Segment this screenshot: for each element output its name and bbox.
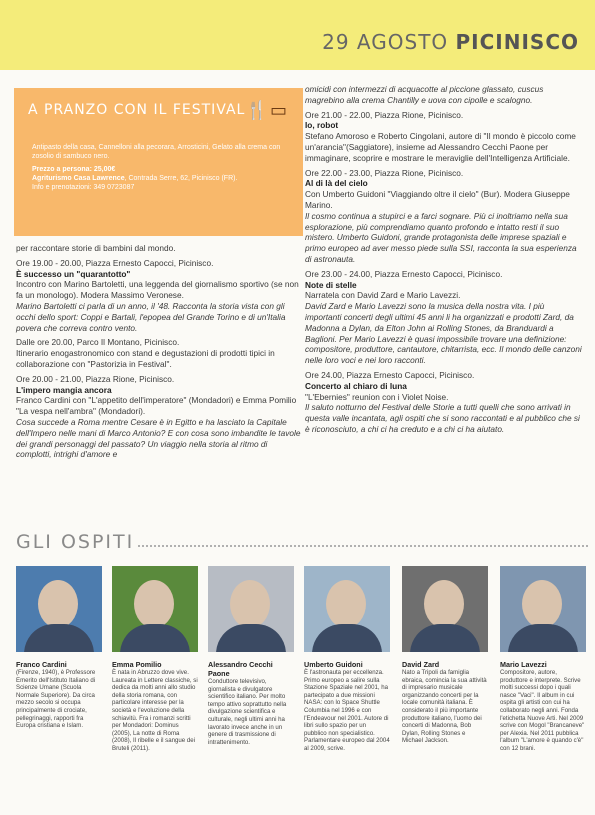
event-1-title: È successo un "quarantotto" — [16, 268, 131, 279]
event-7-time: Ore 24.00, Piazza Ernesto Capocci, Picinisco. — [305, 369, 475, 380]
header-bar — [0, 0, 595, 70]
event-6-italic: David Zard e Mario Lavezzi sono la musica della nostra vita. I più importanti concerti degli ultimi 45 anni li ha organizzati e prodotti Zard, da Madonna a Dylan, da Elton John ai Rolling Stones, da Branduardi a Baglioni. Per Mario Lavezzi è quasi impossibile trovare una definizione: compositore, produttore, cantautore, chitarrista, ecc. Il mondo delle canzoni nelle loro voci e nei loro racconti. — [305, 301, 582, 366]
event-3-time: Ore 20.00 - 21.00, Piazza Rione, Picinisco. — [16, 373, 175, 384]
right-column — [305, 84, 582, 439]
guest-photo — [208, 566, 294, 652]
guests-header — [16, 531, 586, 555]
guests-label: GLI OSPITI — [16, 531, 135, 553]
event-6-title: Note di stelle — [305, 279, 357, 290]
event-5-text: Con Umberto Guidoni "Viaggiando oltre il cielo" (Bur). Modera Giuseppe Marino. — [305, 189, 570, 210]
promo-address: Agriturismo Casa Lawrence, Contrada Serre, 62, Picinisco (FR). — [32, 175, 238, 182]
guest-name: Franco Cardini — [16, 660, 67, 669]
guest-card — [16, 566, 102, 730]
fork-knife-icon: 🍴▭ — [245, 100, 289, 120]
guest-name: Alessandro Cecchi Paone — [208, 660, 273, 678]
promo-box — [14, 88, 303, 236]
event-2 — [16, 337, 301, 369]
header-date-label: 29 AGOSTO — [322, 30, 449, 54]
event-4-time: Ore 21.00 - 22.00, Piazza Rione, Picinisco. — [305, 109, 464, 120]
guest-card — [112, 566, 198, 753]
guests-divider — [138, 545, 588, 547]
guest-card — [402, 566, 488, 745]
guest-bio: Conduttore televisivo, giornalista e divulgatore scientifico italiano. Per molto tempo attivo soprattutto nella divulgazione scientifica e culturale, negli ultimi anni ha lavorato invece anche in un genere di trasmissione di intrattenimento. — [208, 678, 287, 746]
event-3-title: L'impero mangia ancora — [16, 384, 112, 395]
intro-text: per raccontare storie di bambini dal mondo. — [16, 243, 176, 253]
event-5-time: Ore 22.00 - 23.00, Piazza Rione, Picinisco. — [305, 167, 464, 178]
guest-card — [208, 566, 294, 746]
guest-photo — [304, 566, 390, 652]
guest-name: Umberto Guidoni — [304, 660, 363, 669]
event-2-text: Itinerario enogastronomico con stand e degustazioni di prodotti tipici in collaborazione con "Pastorizia in Festival". — [16, 348, 275, 369]
promo-body — [32, 143, 292, 192]
guest-card — [500, 566, 586, 753]
event-3-text: Franco Cardini con "L'appetito dell'imperatore" (Mondadori) e Emma Pomilio "La vespa nell'ambra" (Mondadori). — [16, 395, 297, 417]
guest-bio: Compositore, autore, produttore e interprete. Scrive molti successi dopo i quali nasce "Vaci". Il album in cui ospita gli artisti con cui ha collaborato negli anni. Fonda l'etichetta Nuove Arti. Nel 2009 scrive con Mogol "Brancaneve" per Alexia. Nel 2011 pubblica l'album "L'amore è quando c'è" con 12 brani. — [500, 669, 585, 752]
guest-photo — [402, 566, 488, 652]
left-column — [16, 243, 301, 464]
header-place: PICINISCO — [455, 30, 579, 54]
promo-info: Info e prenotazioni: 349 0723087 — [32, 184, 135, 191]
event-4-title: Io, robot — [305, 120, 339, 131]
event-6-time: Ore 23.00 - 24.00, Piazza Ernesto Capocci, Picinisco. — [305, 268, 503, 279]
event-4-text: Stefano Amoroso e Roberto Cingolani, autore di "Il mondo è piccolo come un'arancia"(Saggiatore), insieme ad Alessandro Cecchi Paone per immaginare, scoprire e mostrare le meraviglie dell'Intelligenza Artificiale. — [305, 131, 576, 163]
event-1-text: Incontro con Marino Bartoletti, una leggenda del giornalismo sportivo (se non fa un monologo). Modera Massimo Veronese. — [16, 279, 299, 301]
promo-menu: Antipasto della casa, Cannelloni alla pecorara, Arrosticini, Gelato alla crema con zosolio di sambuco nero. — [32, 144, 281, 160]
event-7-title: Concerto al chiaro di luna — [305, 380, 407, 391]
guest-photo — [500, 566, 586, 652]
event-5 — [305, 168, 582, 265]
guest-bio: È l'astronauta per eccellenza. Primo europeo a salire sulla Stazione Spaziale nel 2001, ha partecipato a due missioni NASA: con lo Space Shuttle Columbia nel 1996 e con l'Endeavour nel 2001. Autore di libri sullo spazio per un pubblico non specialistico. Parlamentare europeo dal 2004 al 2009, scrive. — [304, 669, 390, 752]
event-1-italic: Marino Bartoletti ci parla di un anno, il '48. Racconta la storia vista con gli occhi dello sport: Coppi e Bartali, l'epopea del Grande Torino e di un'Italia povera che correva contro vento. — [16, 300, 286, 333]
guest-photo — [112, 566, 198, 652]
continuation-text: omicidi con intermezzi di acquacotte al piccione glassato, cuscus magrebino alla crema Chantilly e uova con cipolle e scalogno. — [305, 84, 544, 105]
promo-title: A PRANZO CON IL FESTIVAL — [28, 102, 246, 118]
guest-name: Mario Lavezzi — [500, 660, 547, 669]
guest-name: Emma Pomilio — [112, 660, 162, 669]
event-5-italic: Il cosmo continua a stupirci e a farci sognare. Più ci inoltriamo nella sua esplorazione, più comprendiamo quanto profondo e intatto resti il suo mistero. Umberto Guidoni, grande protagonista delle imprese spaziali e primo europeo ad aver messo piede sulla SSI, racconta la sua esperienza di astronauta. — [305, 210, 577, 264]
event-3-italic: Cosa succede a Roma mentre Cesare è in Egitto e ha lasciato la Capitale dell'Impero nelle mani di Marco Antonio? E con cosa sono imbandite le tavole dei grandi personaggi del passato? Un viaggio nella storia al ritmo di complotti, intrighi d'amore e — [16, 416, 301, 460]
event-7 — [305, 370, 582, 435]
guest-bio: È nata in Abruzzo dove vive. Laureata in Lettere classiche, si dedica da molti anni allo studio della storia romana, con particolare interesse per la società e l'evoluzione della schiavitù. Fra i romanzi scritti per Mondadori: Dominus (2005), La notte di Roma (2008), Il ribelle e il sangue dei Bruteli (2011). — [112, 669, 198, 752]
header-date — [322, 30, 579, 54]
event-2-time: Dalle ore 20.00, Parco Il Montano, Picinisco. — [16, 337, 180, 348]
event-3 — [16, 374, 301, 460]
guest-photo — [16, 566, 102, 652]
event-7-text: "L'Ebernies" reunion con i Violet Noise. — [305, 391, 449, 402]
event-7-italic: Il saluto notturno del Festival delle Storie a tutti quelli che sono arrivati in questa valle incantata, agli ospiti che si sono raccontati e al pubblico che si è riconosciuto, a chi ci ha creduto e a chi ci ha aiutato. — [305, 402, 580, 434]
event-5-title: Al di là del cielo — [305, 178, 368, 189]
guest-bio: Nato a Tripoli da famiglia ebraica, comincia la sua attività di impresario musicale organizzando concerti per la locale comunità italiana. È considerato il più importante produttore italiano, l'uomo dei concerti di Madonna, Bob Dylan, Rolling Stones e Michael Jackson. — [402, 669, 487, 745]
guest-bio: (Firenze, 1940), è Professore Emerito dell'Istituto Italiano di Scienze Umane (Scuola Normale Superiore). Da circa mezzo secolo si occupa principalmente di crociate, pellegrinaggi, rapporti fra Europa cristiana e Islam. — [16, 669, 96, 730]
guest-card — [304, 566, 390, 753]
event-6-text: Narratela con David Zard e Mario Lavezzi. — [305, 290, 461, 301]
event-6 — [305, 269, 582, 366]
event-4 — [305, 110, 582, 164]
promo-price: Prezzo a persona: 25,00€ — [32, 166, 116, 173]
guest-name: David Zard — [402, 660, 440, 669]
event-1 — [16, 258, 301, 334]
event-1-time: Ore 19.00 - 20.00, Piazza Ernesto Capocci, Picinisco. — [16, 257, 214, 268]
